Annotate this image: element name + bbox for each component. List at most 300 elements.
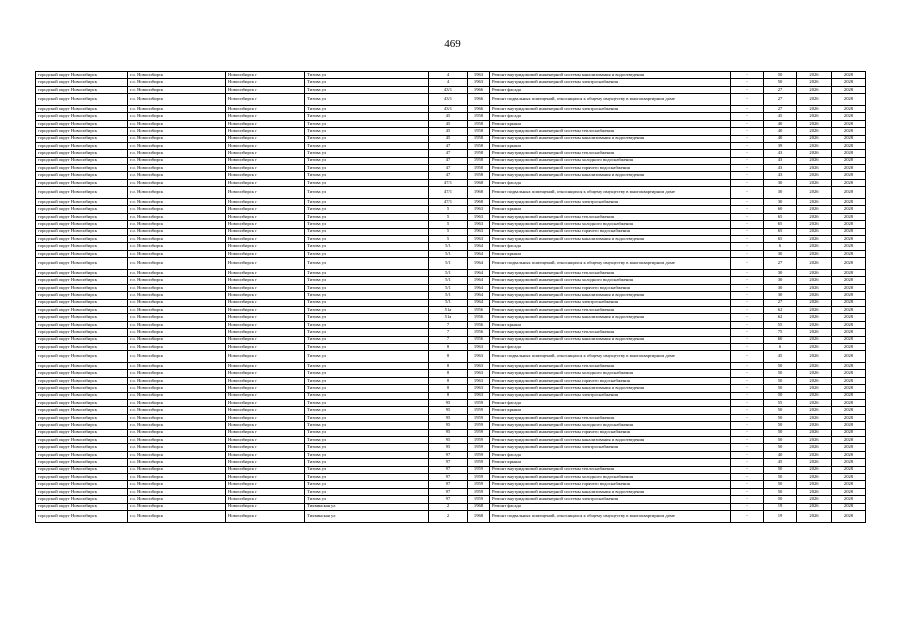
cell-district: городской округ Новосибирск	[36, 105, 128, 112]
cell-work-type: Ремонт внутридомовой инженерной системы электроснабжения	[490, 392, 731, 399]
cell-city: Новосибирск г	[226, 213, 305, 220]
cell-work-type: Ремонт внутридомовой инженерной системы электроснабжения	[490, 444, 731, 451]
cell-start-year: 2026	[797, 473, 832, 480]
cell-start-year: 2026	[797, 269, 832, 276]
cell-street: Титова ул	[305, 321, 429, 328]
cell-value: 30	[764, 199, 797, 206]
cell-dash: -	[731, 284, 764, 291]
cell-year: 1963	[468, 343, 490, 350]
cell-end-year: 2028	[832, 473, 866, 480]
cell-district: городской округ Новосибирск	[36, 165, 128, 172]
cell-house: 5	[429, 213, 468, 220]
cell-district: городской округ Новосибирск	[36, 150, 128, 157]
cell-dash: -	[731, 94, 764, 106]
cell-value: 50	[764, 496, 797, 503]
cell-settlement: г.о. Новосибирск	[128, 228, 226, 235]
table-row	[36, 459, 866, 466]
cell-house: 97	[429, 473, 468, 480]
cell-year: 1959	[468, 496, 490, 503]
cell-district: городской округ Новосибирск	[36, 206, 128, 213]
cell-start-year: 2026	[797, 510, 832, 522]
cell-district: городской округ Новосибирск	[36, 488, 128, 495]
cell-city: Новосибирск г	[226, 407, 305, 414]
cell-work-type: Ремонт внутридомовой инженерной системы канализования и водоотведения	[490, 236, 731, 243]
cell-street: Титова ул	[305, 314, 429, 321]
cell-start-year: 2026	[797, 179, 832, 186]
table-row	[36, 277, 866, 284]
table-row	[36, 314, 866, 321]
cell-settlement: г.о. Новосибирск	[128, 314, 226, 321]
cell-city: Новосибирск г	[226, 165, 305, 172]
cell-end-year: 2028	[832, 199, 866, 206]
cell-house: 47	[429, 142, 468, 149]
cell-work-type: Ремонт внутридомовой инженерной системы теплоснабжения	[490, 128, 731, 135]
cell-value: 65	[764, 221, 797, 228]
cell-end-year: 2028	[832, 351, 866, 363]
cell-street: Титова ул	[305, 481, 429, 488]
cell-start-year: 2026	[797, 206, 832, 213]
cell-year: 1968	[468, 187, 490, 199]
cell-settlement: г.о. Новосибирск	[128, 422, 226, 429]
cell-value: 19	[764, 510, 797, 522]
cell-street: Тихвинская ул	[305, 503, 429, 510]
cell-city: Новосибирск г	[226, 343, 305, 350]
cell-year: 1966	[468, 105, 490, 112]
cell-house: 51а	[429, 306, 468, 313]
cell-end-year: 2028	[832, 314, 866, 321]
cell-house: 47	[429, 165, 468, 172]
cell-year: 1958	[468, 142, 490, 149]
cell-end-year: 2028	[832, 407, 866, 414]
cell-street: Титова ул	[305, 187, 429, 199]
cell-value: 45	[764, 351, 797, 363]
cell-start-year: 2026	[797, 343, 832, 350]
cell-street: Титова ул	[305, 142, 429, 149]
cell-district: городской округ Новосибирск	[36, 72, 128, 79]
cell-settlement: г.о. Новосибирск	[128, 370, 226, 377]
cell-district: городской округ Новосибирск	[36, 128, 128, 135]
cell-city: Новосибирск г	[226, 250, 305, 257]
cell-street: Титова ул	[305, 459, 429, 466]
cell-start-year: 2026	[797, 488, 832, 495]
cell-work-type: Ремонт внутридомовой инженерной системы теплоснабжения	[490, 466, 731, 473]
cell-start-year: 2026	[797, 128, 832, 135]
cell-start-year: 2026	[797, 228, 832, 235]
cell-house: 47	[429, 150, 468, 157]
cell-street: Титова ул	[305, 179, 429, 186]
cell-year: 1958	[468, 128, 490, 135]
table-row	[36, 150, 866, 157]
cell-start-year: 2026	[797, 377, 832, 384]
cell-dash: -	[731, 135, 764, 142]
cell-dash: -	[731, 459, 764, 466]
cell-work-type: Ремонт фасада	[490, 451, 731, 458]
cell-house: 8	[429, 392, 468, 399]
cell-dash: -	[731, 496, 764, 503]
cell-city: Новосибирск г	[226, 284, 305, 291]
cell-settlement: г.о. Новосибирск	[128, 392, 226, 399]
table-row	[36, 236, 866, 243]
cell-start-year: 2026	[797, 105, 832, 112]
cell-city: Новосибирск г	[226, 444, 305, 451]
cell-start-year: 2026	[797, 113, 832, 120]
cell-value: 43	[764, 172, 797, 179]
table-row	[36, 120, 866, 127]
cell-value: 45	[764, 459, 797, 466]
cell-end-year: 2028	[832, 142, 866, 149]
cell-year: 1964	[468, 284, 490, 291]
cell-house: 45	[429, 135, 468, 142]
cell-city: Новосибирск г	[226, 299, 305, 306]
cell-settlement: г.о. Новосибирск	[128, 414, 226, 421]
cell-settlement: г.о. Новосибирск	[128, 206, 226, 213]
cell-year: 1964	[468, 277, 490, 284]
cell-year: 1963	[468, 228, 490, 235]
cell-city: Новосибирск г	[226, 451, 305, 458]
cell-year: 1963	[468, 363, 490, 370]
cell-city: Новосибирск г	[226, 172, 305, 179]
cell-start-year: 2026	[797, 429, 832, 436]
cell-street: Титова ул	[305, 436, 429, 443]
cell-district: городской округ Новосибирск	[36, 414, 128, 421]
cell-value: 75	[764, 329, 797, 336]
cell-district: городской округ Новосибирск	[36, 113, 128, 120]
cell-year: 1963	[468, 377, 490, 384]
cell-value: 50	[764, 481, 797, 488]
cell-street: Титова ул	[305, 213, 429, 220]
cell-dash: -	[731, 157, 764, 164]
cell-dash: -	[731, 128, 764, 135]
table-row	[36, 306, 866, 313]
table-row	[36, 407, 866, 414]
table-row	[36, 370, 866, 377]
cell-dash: -	[731, 314, 764, 321]
cell-end-year: 2028	[832, 400, 866, 407]
cell-street: Титова ул	[305, 94, 429, 106]
cell-city: Новосибирск г	[226, 422, 305, 429]
cell-end-year: 2028	[832, 86, 866, 93]
cell-district: городской округ Новосибирск	[36, 377, 128, 384]
cell-settlement: г.о. Новосибирск	[128, 94, 226, 106]
table-row	[36, 284, 866, 291]
cell-start-year: 2026	[797, 351, 832, 363]
cell-district: городской округ Новосибирск	[36, 269, 128, 276]
cell-city: Новосибирск г	[226, 321, 305, 328]
cell-settlement: г.о. Новосибирск	[128, 236, 226, 243]
cell-dash: -	[731, 142, 764, 149]
cell-year: 1963	[468, 213, 490, 220]
table-row	[36, 488, 866, 495]
cell-house: 5/1	[429, 292, 468, 299]
cell-dash: -	[731, 329, 764, 336]
cell-settlement: г.о. Новосибирск	[128, 321, 226, 328]
cell-value: 43	[764, 150, 797, 157]
cell-work-type: Ремонт крыши	[490, 120, 731, 127]
cell-dash: -	[731, 187, 764, 199]
cell-district: городской округ Новосибирск	[36, 277, 128, 284]
cell-start-year: 2026	[797, 142, 832, 149]
cell-district: городской округ Новосибирск	[36, 79, 128, 86]
table-row	[36, 213, 866, 220]
table-row	[36, 128, 866, 135]
cell-house: 51а	[429, 314, 468, 321]
cell-year: 1966	[468, 94, 490, 106]
cell-dash: -	[731, 429, 764, 436]
cell-district: городской округ Новосибирск	[36, 221, 128, 228]
cell-city: Новосибирск г	[226, 503, 305, 510]
cell-house: 95	[429, 422, 468, 429]
cell-settlement: г.о. Новосибирск	[128, 436, 226, 443]
cell-settlement: г.о. Новосибирск	[128, 451, 226, 458]
cell-settlement: г.о. Новосибирск	[128, 481, 226, 488]
cell-settlement: г.о. Новосибирск	[128, 142, 226, 149]
table-row	[36, 503, 866, 510]
cell-work-type: Ремонт внутридомовой инженерной системы теплоснабжения	[490, 213, 731, 220]
cell-house: 5/1	[429, 299, 468, 306]
cell-start-year: 2026	[797, 284, 832, 291]
cell-city: Новосибирск г	[226, 400, 305, 407]
cell-house: 5/1	[429, 269, 468, 276]
cell-work-type: Ремонт внутридомовой инженерной системы горячего водоснабжения	[490, 284, 731, 291]
cell-district: городской округ Новосибирск	[36, 213, 128, 220]
cell-value: 50	[764, 377, 797, 384]
cell-district: городской округ Новосибирск	[36, 321, 128, 328]
cell-district: городской округ Новосибирск	[36, 343, 128, 350]
cell-start-year: 2026	[797, 496, 832, 503]
cell-settlement: г.о. Новосибирск	[128, 473, 226, 480]
cell-work-type: Ремонт внутридомовой инженерной системы горячего водоснабжения	[490, 228, 731, 235]
cell-end-year: 2028	[832, 79, 866, 86]
cell-dash: -	[731, 422, 764, 429]
cell-end-year: 2028	[832, 422, 866, 429]
cell-district: городской округ Новосибирск	[36, 172, 128, 179]
cell-value: 65	[764, 236, 797, 243]
cell-street: Титова ул	[305, 422, 429, 429]
cell-city: Новосибирск г	[226, 473, 305, 480]
cell-house: 8	[429, 377, 468, 384]
cell-house: 5	[429, 206, 468, 213]
cell-settlement: г.о. Новосибирск	[128, 429, 226, 436]
cell-house: 8	[429, 370, 468, 377]
cell-dash: -	[731, 150, 764, 157]
cell-dash: -	[731, 221, 764, 228]
cell-settlement: г.о. Новосибирск	[128, 444, 226, 451]
cell-end-year: 2028	[832, 466, 866, 473]
cell-settlement: г.о. Новосибирск	[128, 72, 226, 79]
cell-house: 95	[429, 436, 468, 443]
cell-street: Титова ул	[305, 221, 429, 228]
cell-city: Новосибирск г	[226, 105, 305, 112]
cell-settlement: г.о. Новосибирск	[128, 277, 226, 284]
cell-year: 1958	[468, 135, 490, 142]
cell-dash: -	[731, 466, 764, 473]
cell-settlement: г.о. Новосибирск	[128, 343, 226, 350]
cell-street: Титова ул	[305, 407, 429, 414]
cell-end-year: 2028	[832, 444, 866, 451]
cell-end-year: 2028	[832, 277, 866, 284]
cell-settlement: г.о. Новосибирск	[128, 459, 226, 466]
cell-start-year: 2026	[797, 336, 832, 343]
cell-value: 30	[764, 269, 797, 276]
cell-city: Новосибирск г	[226, 481, 305, 488]
cell-year: 1956	[468, 329, 490, 336]
table-row	[36, 221, 866, 228]
cell-settlement: г.о. Новосибирск	[128, 120, 226, 127]
table-row	[36, 321, 866, 328]
cell-city: Новосибирск г	[226, 243, 305, 250]
cell-district: городской округ Новосибирск	[36, 120, 128, 127]
cell-dash: -	[731, 414, 764, 421]
cell-street: Титова ул	[305, 150, 429, 157]
cell-city: Новосибирск г	[226, 496, 305, 503]
cell-start-year: 2026	[797, 236, 832, 243]
cell-street: Титова ул	[305, 488, 429, 495]
cell-value: 50	[764, 414, 797, 421]
cell-settlement: г.о. Новосибирск	[128, 187, 226, 199]
cell-street: Титова ул	[305, 429, 429, 436]
cell-year: 1964	[468, 299, 490, 306]
cell-year: 1959	[468, 429, 490, 436]
cell-street: Титова ул	[305, 86, 429, 93]
cell-year: 1959	[468, 407, 490, 414]
table-row	[36, 466, 866, 473]
cell-district: городской округ Новосибирск	[36, 422, 128, 429]
cell-value: 39	[764, 142, 797, 149]
cell-street: Титова ул	[305, 414, 429, 421]
cell-settlement: г.о. Новосибирск	[128, 306, 226, 313]
cell-house: 47/1	[429, 187, 468, 199]
cell-start-year: 2026	[797, 392, 832, 399]
cell-work-type: Ремонт внутридомовой инженерной системы холодного водоснабжения	[490, 370, 731, 377]
repair-schedule-table	[35, 71, 866, 523]
cell-street: Титова ул	[305, 363, 429, 370]
cell-end-year: 2028	[832, 503, 866, 510]
cell-value: 62	[764, 314, 797, 321]
table-row	[36, 165, 866, 172]
cell-dash: -	[731, 488, 764, 495]
cell-dash: -	[731, 343, 764, 350]
cell-dash: -	[731, 258, 764, 270]
cell-dash: -	[731, 473, 764, 480]
cell-settlement: г.о. Новосибирск	[128, 105, 226, 112]
cell-value: 27	[764, 299, 797, 306]
cell-settlement: г.о. Новосибирск	[128, 113, 226, 120]
cell-street: Титова ул	[305, 299, 429, 306]
cell-street: Титова ул	[305, 306, 429, 313]
cell-dash: -	[731, 72, 764, 79]
cell-start-year: 2026	[797, 135, 832, 142]
cell-value: 50	[764, 466, 797, 473]
cell-value: 50	[764, 392, 797, 399]
cell-start-year: 2026	[797, 407, 832, 414]
table-row	[36, 157, 866, 164]
cell-house: 2	[429, 503, 468, 510]
cell-year: 1956	[468, 314, 490, 321]
cell-end-year: 2028	[832, 459, 866, 466]
cell-house: 97	[429, 481, 468, 488]
cell-year: 1959	[468, 422, 490, 429]
table-row	[36, 135, 866, 142]
cell-value: 27	[764, 86, 797, 93]
cell-city: Новосибирск г	[226, 314, 305, 321]
cell-value: 30	[764, 187, 797, 199]
cell-house: 95	[429, 400, 468, 407]
cell-year: 1959	[468, 481, 490, 488]
cell-district: городской округ Новосибирск	[36, 481, 128, 488]
cell-settlement: г.о. Новосибирск	[128, 351, 226, 363]
cell-city: Новосибирск г	[226, 228, 305, 235]
cell-value: 30	[764, 284, 797, 291]
cell-district: городской округ Новосибирск	[36, 299, 128, 306]
cell-end-year: 2028	[832, 258, 866, 270]
cell-dash: -	[731, 377, 764, 384]
cell-work-type: Ремонт внутридомовой инженерной системы электроснабжения	[490, 496, 731, 503]
cell-city: Новосибирск г	[226, 120, 305, 127]
table-row	[36, 228, 866, 235]
cell-value: 50	[764, 429, 797, 436]
cell-settlement: г.о. Новосибирск	[128, 79, 226, 86]
cell-end-year: 2028	[832, 236, 866, 243]
cell-dash: -	[731, 79, 764, 86]
cell-settlement: г.о. Новосибирск	[128, 243, 226, 250]
cell-settlement: г.о. Новосибирск	[128, 86, 226, 93]
cell-district: городской округ Новосибирск	[36, 466, 128, 473]
cell-city: Новосибирск г	[226, 370, 305, 377]
cell-year: 1963	[468, 392, 490, 399]
cell-year: 1956	[468, 336, 490, 343]
cell-work-type: Ремонт крыши	[490, 250, 731, 257]
cell-house: 4	[429, 72, 468, 79]
cell-work-type: Ремонт фасада	[490, 243, 731, 250]
cell-work-type: Ремонт подвальных помещений, относящихся к общему имуществу в многоквартирном доме	[490, 510, 731, 522]
cell-start-year: 2026	[797, 213, 832, 220]
cell-dash: -	[731, 179, 764, 186]
cell-end-year: 2028	[832, 105, 866, 112]
cell-start-year: 2026	[797, 277, 832, 284]
cell-value: 43	[764, 157, 797, 164]
cell-house: 5/1	[429, 250, 468, 257]
cell-dash: -	[731, 321, 764, 328]
cell-work-type: Ремонт внутридомовой инженерной системы холодного водоснабжения	[490, 422, 731, 429]
cell-dash: -	[731, 172, 764, 179]
cell-year: 1958	[468, 172, 490, 179]
cell-start-year: 2026	[797, 221, 832, 228]
cell-district: городской округ Новосибирск	[36, 363, 128, 370]
table-row	[36, 199, 866, 206]
cell-year: 1963	[468, 221, 490, 228]
cell-work-type: Ремонт фасада	[490, 179, 731, 186]
cell-year: 1958	[468, 120, 490, 127]
cell-street: Титова ул	[305, 284, 429, 291]
cell-end-year: 2028	[832, 250, 866, 257]
cell-year: 1958	[468, 150, 490, 157]
cell-street: Титова ул	[305, 377, 429, 384]
cell-start-year: 2026	[797, 258, 832, 270]
cell-end-year: 2028	[832, 213, 866, 220]
table-row	[36, 385, 866, 392]
cell-settlement: г.о. Новосибирск	[128, 284, 226, 291]
cell-work-type: Ремонт внутридомовой инженерной системы электроснабжения	[490, 79, 731, 86]
cell-year: 1963	[468, 385, 490, 392]
cell-settlement: г.о. Новосибирск	[128, 128, 226, 135]
table-row	[36, 510, 866, 522]
cell-dash: -	[731, 213, 764, 220]
cell-dash: -	[731, 363, 764, 370]
cell-work-type: Ремонт внутридомовой инженерной системы канализования и водоотведения	[490, 436, 731, 443]
cell-settlement: г.о. Новосибирск	[128, 135, 226, 142]
cell-end-year: 2028	[832, 481, 866, 488]
cell-value: 30	[764, 277, 797, 284]
